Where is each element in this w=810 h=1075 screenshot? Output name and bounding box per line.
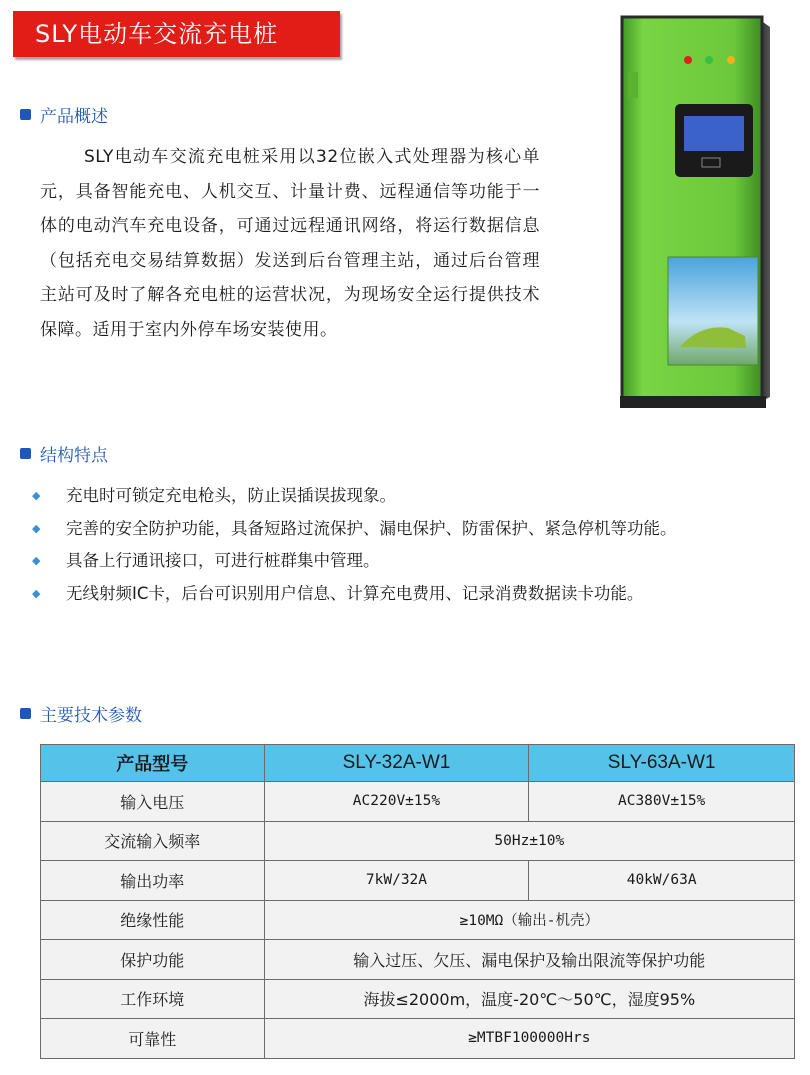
- table-cell: AC380V±15%: [529, 782, 795, 822]
- features-list: [22, 480, 797, 610]
- table-cell: 7kW/32A: [264, 861, 529, 901]
- table-cell: ≥MTBF100000Hrs: [264, 1019, 794, 1059]
- square-bullet-icon: [20, 448, 31, 459]
- table-row: [41, 979, 795, 1019]
- table-row: [41, 940, 795, 980]
- header-cell: SLY-63A-W1: [529, 745, 795, 782]
- row-label: 输入电压: [41, 782, 265, 822]
- feature-item: [22, 513, 797, 546]
- feature-text: 具备上行通讯接口，可进行桩群集中管理。: [66, 551, 380, 570]
- square-bullet-icon: [20, 109, 31, 120]
- square-bullet-icon: [20, 708, 31, 719]
- table-row: [41, 782, 795, 822]
- diamond-bullet-icon: ◆: [32, 521, 41, 535]
- row-label: 绝缘性能: [41, 900, 265, 940]
- table-row: [41, 900, 795, 940]
- row-label: 可靠性: [41, 1019, 265, 1059]
- table-row: [41, 821, 795, 861]
- feature-item: [22, 545, 797, 578]
- table-row: [41, 861, 795, 901]
- feature-item: [22, 578, 797, 611]
- diamond-bullet-icon: ◆: [32, 489, 41, 502]
- spec-table: [40, 744, 795, 1059]
- table-row: [41, 1019, 795, 1059]
- charger-image: [620, 12, 770, 422]
- row-label: 交流输入频率: [41, 821, 265, 861]
- header-cell: 产品型号: [41, 745, 265, 782]
- page-title: SLY电动车交流充电桩: [13, 11, 340, 57]
- section-features-heading: [20, 441, 108, 466]
- table-cell: 40kW/63A: [529, 861, 795, 901]
- header-cell: SLY-32A-W1: [264, 745, 529, 782]
- feature-text: 充电时可锁定充电枪头，防止误插误拔现象。: [66, 486, 396, 505]
- table-cell: ≥10MΩ（输出-机壳）: [264, 900, 794, 940]
- feature-text: 完善的安全防护功能，具备短路过流保护、漏电保护、防雷保护、紧急停机等功能。: [66, 518, 677, 538]
- section-title: 产品概述: [40, 107, 108, 127]
- table-cell: 50Hz±10%: [264, 821, 794, 861]
- section-title: 主要技术参数: [40, 706, 142, 726]
- section-specs-heading: [20, 701, 142, 726]
- overview-text: SLY电动车交流充电桩采用以32位嵌入式处理器为核心单元，具备智能充电、人机交互、计量计费、远程通信等功能于一体的电动汽车充电设备，可通过远程通讯网络，将运行数据信息（包括充电交易结算数据）发送到后台管理主站，通过后台管理主站可及时了解各充电桩的运营状况，为现场安全运行提供技术保障。适用于室内外停车场安装使用。: [40, 147, 540, 340]
- diamond-bullet-icon: ◆: [32, 554, 41, 567]
- row-label: 工作环境: [41, 979, 265, 1019]
- table-cell: 海拔≤2000m，温度-20℃～50℃，湿度95%: [264, 979, 794, 1019]
- section-title: 结构特点: [40, 446, 108, 466]
- diamond-bullet-icon: ◆: [32, 586, 41, 600]
- row-label: 输出功率: [41, 861, 265, 901]
- table-header-row: [41, 745, 795, 782]
- table-cell: AC220V±15%: [264, 782, 529, 822]
- row-label: 保护功能: [41, 940, 265, 980]
- table-cell: 输入过压、欠压、漏电保护及输出限流等保护功能: [264, 940, 794, 980]
- feature-text: 无线射频IC卡，后台可识别用户信息、计算充电费用、记录消费数据读卡功能。: [66, 583, 644, 603]
- section-overview-heading: [20, 102, 108, 127]
- feature-item: [22, 480, 797, 513]
